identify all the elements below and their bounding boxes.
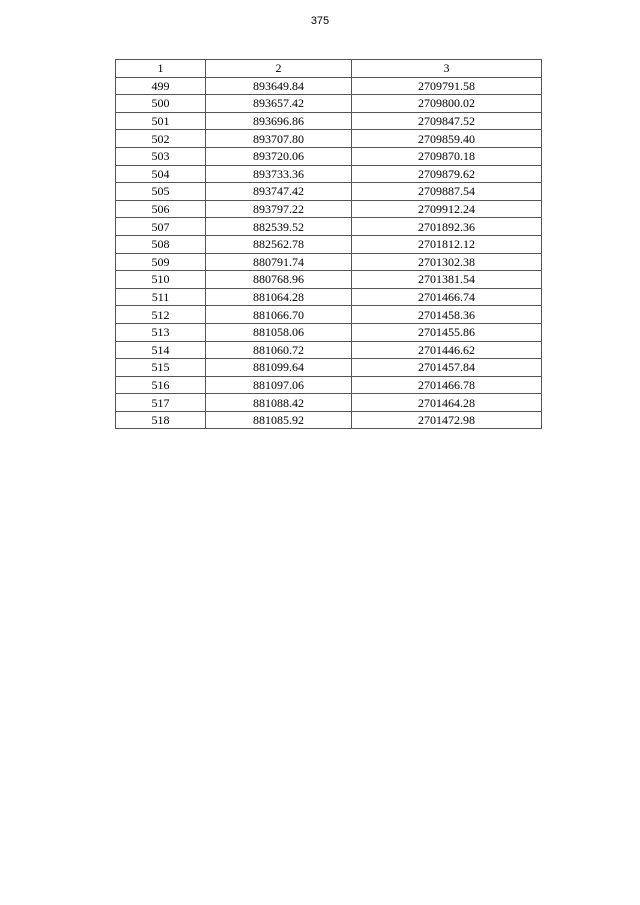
table-cell-col-3: 2709800.02 <box>352 95 542 113</box>
table-row <box>116 95 542 113</box>
table-row <box>116 271 542 289</box>
table-cell-col-2: 893657.42 <box>206 95 352 113</box>
table-cell-col-1: 511 <box>116 288 206 306</box>
header-cell-1: 1 <box>116 60 206 78</box>
table-cell-col-2: 881058.06 <box>206 323 352 341</box>
table-cell-col-3: 2701466.78 <box>352 376 542 394</box>
table-cell-col-2: 880791.74 <box>206 253 352 271</box>
table-cell-col-1: 513 <box>116 323 206 341</box>
table-cell-col-2: 881088.42 <box>206 394 352 412</box>
table-cell-col-2: 880768.96 <box>206 271 352 289</box>
table-cell-col-2: 882562.78 <box>206 235 352 253</box>
page-number: 375 <box>310 15 330 27</box>
table-cell-col-1: 499 <box>116 77 206 95</box>
table-cell-col-1: 516 <box>116 376 206 394</box>
table-row <box>116 77 542 95</box>
table-row <box>116 130 542 148</box>
table-row <box>116 183 542 201</box>
table-cell-col-2: 893747.42 <box>206 183 352 201</box>
coordinates-table <box>115 59 542 429</box>
table-row <box>116 288 542 306</box>
table-cell-col-1: 514 <box>116 341 206 359</box>
table-cell-col-3: 2709870.18 <box>352 147 542 165</box>
table-cell-col-1: 502 <box>116 130 206 148</box>
table-cell-col-1: 500 <box>116 95 206 113</box>
table-cell-col-3: 2701812.12 <box>352 235 542 253</box>
table-row <box>116 306 542 324</box>
header-row <box>116 60 542 78</box>
table-cell-col-3: 2709791.58 <box>352 77 542 95</box>
table-row <box>116 376 542 394</box>
table-cell-col-1: 518 <box>116 411 206 429</box>
table-cell-col-2: 881099.64 <box>206 359 352 377</box>
table-row <box>116 235 542 253</box>
table-cell-col-2: 881060.72 <box>206 341 352 359</box>
table-row <box>116 147 542 165</box>
table-cell-col-3: 2701464.28 <box>352 394 542 412</box>
table-row <box>116 165 542 183</box>
header-cell-3: 3 <box>352 60 542 78</box>
table-cell-col-2: 893649.84 <box>206 77 352 95</box>
table-body <box>116 77 542 429</box>
table-cell-col-1: 507 <box>116 218 206 236</box>
table-cell-col-1: 506 <box>116 200 206 218</box>
table-cell-col-3: 2701458.36 <box>352 306 542 324</box>
table-row <box>116 112 542 130</box>
table-row <box>116 394 542 412</box>
table-cell-col-1: 503 <box>116 147 206 165</box>
table-cell-col-3: 2701381.54 <box>352 271 542 289</box>
table-cell-col-1: 512 <box>116 306 206 324</box>
table-row <box>116 253 542 271</box>
table-cell-col-2: 893707.80 <box>206 130 352 148</box>
table-header <box>116 60 542 78</box>
table-cell-col-1: 509 <box>116 253 206 271</box>
table-row <box>116 341 542 359</box>
table-cell-col-3: 2701892.36 <box>352 218 542 236</box>
table-cell-col-2: 893720.06 <box>206 147 352 165</box>
table-cell-col-1: 515 <box>116 359 206 377</box>
table-cell-col-1: 517 <box>116 394 206 412</box>
table-cell-col-2: 882539.52 <box>206 218 352 236</box>
table-cell-col-3: 2701446.62 <box>352 341 542 359</box>
table-row <box>116 323 542 341</box>
table-cell-col-3: 2701455.86 <box>352 323 542 341</box>
header-cell-2: 2 <box>206 60 352 78</box>
table-row <box>116 359 542 377</box>
table-cell-col-3: 2709859.40 <box>352 130 542 148</box>
table-cell-col-2: 881085.92 <box>206 411 352 429</box>
table-cell-col-3: 2701466.74 <box>352 288 542 306</box>
table-cell-col-1: 501 <box>116 112 206 130</box>
table-cell-col-2: 893696.86 <box>206 112 352 130</box>
table-cell-col-3: 2701302.38 <box>352 253 542 271</box>
table-cell-col-2: 881097.06 <box>206 376 352 394</box>
table-cell-col-3: 2709887.54 <box>352 183 542 201</box>
table-cell-col-2: 893797.22 <box>206 200 352 218</box>
table-cell-col-3: 2701457.84 <box>352 359 542 377</box>
table-cell-col-1: 504 <box>116 165 206 183</box>
table-cell-col-2: 893733.36 <box>206 165 352 183</box>
table-cell-col-2: 881066.70 <box>206 306 352 324</box>
table-cell-col-1: 508 <box>116 235 206 253</box>
table-row <box>116 411 542 429</box>
table-row <box>116 200 542 218</box>
table-cell-col-1: 505 <box>116 183 206 201</box>
table-cell-col-3: 2709879.62 <box>352 165 542 183</box>
table-cell-col-3: 2709912.24 <box>352 200 542 218</box>
table-cell-col-2: 881064.28 <box>206 288 352 306</box>
table-cell-col-1: 510 <box>116 271 206 289</box>
table-cell-col-3: 2701472.98 <box>352 411 542 429</box>
table-cell-col-3: 2709847.52 <box>352 112 542 130</box>
table-row <box>116 218 542 236</box>
